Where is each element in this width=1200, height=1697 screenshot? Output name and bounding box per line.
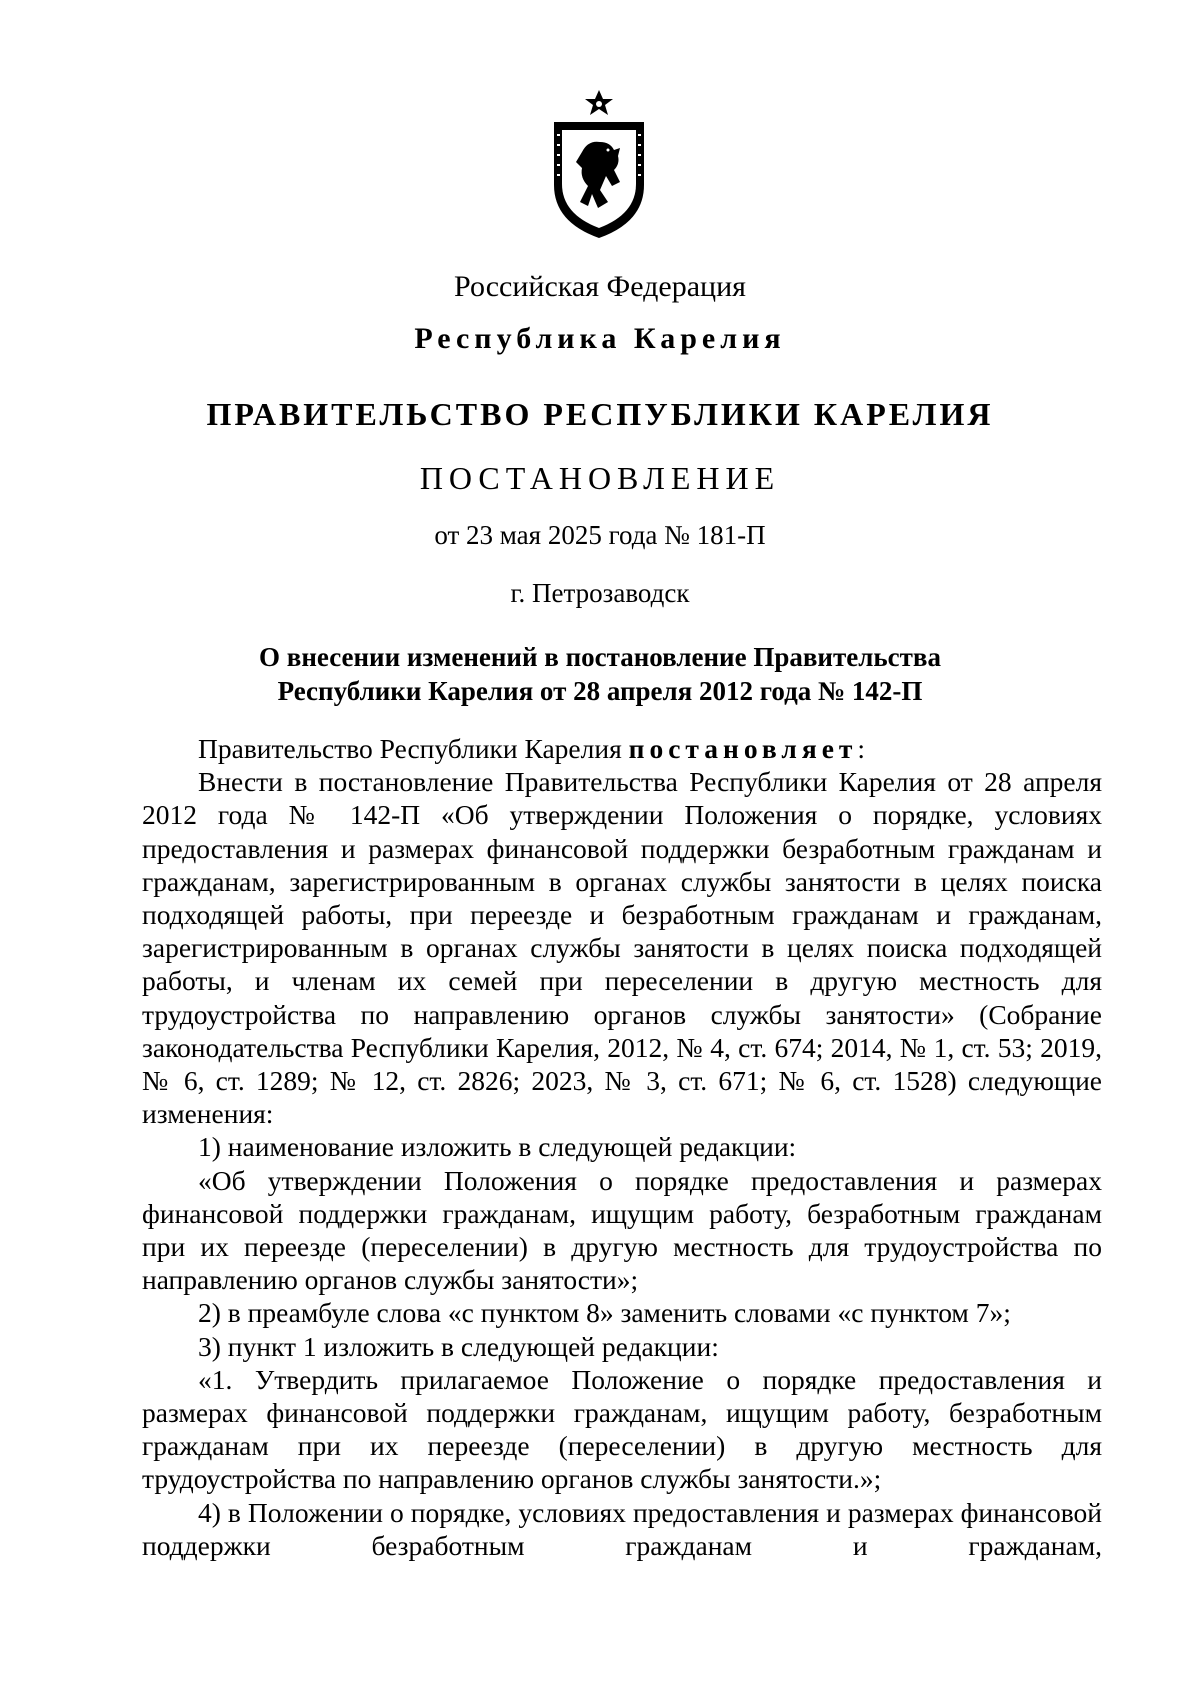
intro-verb: постановляет [628, 733, 858, 764]
paragraph-5: 3) пункт 1 изложить в следующей редакции: [198, 1330, 719, 1362]
federation-line: Российская Федерация [454, 270, 746, 303]
document-body [142, 732, 1102, 1562]
coat-of-arms-icon [548, 90, 650, 240]
paragraph-1: Внести в постановление Правительства Республики Карелия от 28 апреля 2012 года № 142-П «Об утверждении Положения о порядке, условиях предоставления и размерах финансовой поддержки безработным гражданам и гражданам, зарегистрированным в органах службы занятости в целях поиска подходящей работы, при переезде и безработным гражданам и гражданам, зарегистрированным в органах службы занятости в целях поиска подходящей работы, и членам их семей при переселении в другую местность для трудоустройства по направлению органов службы занятости» (Собрание законодательства Республики Карелия, 2012, № 4, ст. 674; 2014, № 1, ст. 53; 2019, № 6, ст. 1289; № 12, ст. 2826; 2023, № 3, ст. 671; № 6, ст. 1528) следующие изменения: [142, 766, 1102, 1130]
document-type: ПОСТАНОВЛЕНИЕ [419, 460, 781, 496]
subject-line-1: О внесении изменений в постановление Правительства [259, 642, 941, 672]
republic-line: Республика Карелия [414, 322, 786, 355]
intro-start: Правительство Республики Карелия [198, 733, 629, 764]
government-heading: ПРАВИТЕЛЬСТВО РЕСПУБЛИКИ КАРЕЛИЯ [206, 396, 994, 432]
paragraph-7: 4) в Положении о порядке, условиях предоставления и размерах финансовой поддержки безработным гражданам и гражданам, [142, 1496, 1102, 1561]
date-number: от 23 мая 2025 года № 181-П [434, 520, 766, 550]
intro-end: : [857, 733, 866, 764]
subject-line-2: Республики Карелия от 28 апреля 2012 года № 142-П [277, 676, 923, 706]
city: г. Петрозаводск [510, 578, 690, 608]
paragraph-6: «1. Утвердить прилагаемое Положение о порядке предоставления и размерах финансовой поддержки гражданам, ищущим работу, безработным гражданам при их переезде (переселении) в другую местность для трудоустройства по направлению органов службы занятости.»; [142, 1363, 1102, 1495]
intro-paragraph [142, 732, 1102, 765]
paragraph-2: 1) наименование изложить в следующей редакции: [198, 1131, 797, 1163]
document-subject [0, 640, 1200, 708]
paragraph-4: 2) в преамбуле слова «с пунктом 8» заменить словами «с пунктом 7»; [198, 1297, 1011, 1329]
paragraph-3: «Об утверждении Положения о порядке предоставления и размерах финансовой поддержки гражданам, ищущим работу, безработным гражданам при их переезде (переселении) в другую местность для трудоустройства по направлению органов службы занятости»; [142, 1164, 1102, 1296]
